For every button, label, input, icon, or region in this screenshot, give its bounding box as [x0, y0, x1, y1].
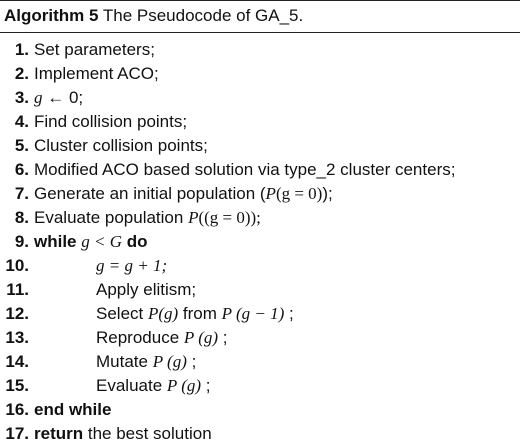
step-line — [0, 374, 520, 398]
step-number: 6. — [14, 160, 29, 179]
algorithm-caption — [4, 6, 303, 26]
step-text — [34, 206, 261, 230]
math-symbol-2: P (g − 1) — [221, 304, 285, 323]
step-line — [0, 110, 520, 134]
step-text-pre: Evaluate — [96, 376, 167, 395]
step-text — [96, 302, 294, 326]
step-text — [34, 230, 148, 254]
math-argument: ((g = 0)); — [198, 208, 261, 227]
math-symbol: P (g) — [166, 376, 202, 395]
keyword-end-while: end while — [34, 400, 112, 419]
step-number: 3. — [14, 88, 29, 107]
algorithm-label: Algorithm 5 — [4, 6, 99, 25]
step-line — [0, 134, 520, 158]
step-text-pre: Evaluate population — [34, 208, 189, 227]
keyword-while: while — [34, 232, 77, 251]
step-line — [0, 182, 520, 206]
keyword-return: return — [34, 424, 84, 443]
step-text-post: ; — [201, 376, 211, 395]
loop-condition: g < G — [81, 232, 122, 251]
step-number: 16. — [5, 400, 29, 419]
step-line — [0, 38, 520, 62]
step-text — [96, 374, 211, 398]
step-number: 8. — [14, 208, 29, 227]
step-line — [0, 206, 520, 230]
step-text — [96, 326, 228, 350]
step-text-post: ; — [186, 352, 197, 371]
step-number: 13. — [5, 328, 29, 347]
step-number: 2. — [14, 64, 29, 83]
step-text: Modified ACO based solution via type_2 cluster centers; — [34, 160, 456, 179]
step-number: 17. — [5, 424, 29, 443]
math-symbol: P(g) — [147, 304, 179, 323]
step-line — [0, 278, 520, 302]
step-line — [0, 350, 520, 374]
math-variable: g — [34, 88, 43, 107]
algorithm-steps — [0, 38, 520, 446]
step-number: 4. — [14, 112, 29, 131]
caption-rule — [0, 32, 520, 33]
step-text — [34, 422, 212, 446]
top-rule — [0, 0, 520, 1]
step-text-post: ); — [322, 184, 333, 203]
step-line — [0, 326, 520, 350]
step-text: Implement ACO; — [34, 64, 159, 83]
step-line — [0, 422, 520, 446]
math-symbol: P — [188, 208, 199, 227]
step-number: 11. — [6, 280, 29, 299]
step-number: 9. — [14, 232, 29, 251]
step-number: 1. — [14, 40, 29, 59]
step-text — [34, 86, 83, 110]
assign-value: 0; — [68, 88, 84, 107]
algorithm-title: The Pseudocode of GA_5. — [102, 6, 304, 25]
keyword-do: do — [126, 232, 148, 251]
step-line — [0, 230, 520, 254]
return-text: the best solution — [83, 424, 212, 443]
step-text: Cluster collision points; — [34, 136, 208, 155]
step-number: 12. — [5, 304, 29, 323]
assign-arrow: ← — [47, 88, 65, 107]
step-number: 15. — [5, 376, 29, 395]
step-line — [0, 86, 520, 110]
step-text — [96, 350, 196, 374]
math-argument: (g = 0) — [275, 184, 323, 203]
math-symbol: P (g) — [183, 328, 219, 347]
step-text: Set parameters; — [34, 40, 155, 59]
step-line — [0, 62, 520, 86]
step-text — [34, 182, 333, 206]
step-text-mid: from — [178, 304, 222, 323]
math-symbol: P (g) — [152, 352, 187, 371]
step-text-pre: Mutate — [96, 352, 153, 371]
step-text-post: ; — [284, 304, 294, 323]
step-text-pre: Select — [96, 304, 148, 323]
step-text-pre: Generate an initial population ( — [34, 184, 266, 203]
step-line — [0, 302, 520, 326]
step-line — [0, 254, 520, 278]
step-number: 7. — [14, 184, 29, 203]
math-symbol: P — [265, 184, 276, 203]
step-number: 14. — [5, 352, 29, 371]
step-line — [0, 398, 520, 422]
step-text-post: ; — [218, 328, 228, 347]
step-number: 5. — [14, 136, 29, 155]
step-text: Find collision points; — [34, 112, 188, 131]
step-line — [0, 158, 520, 182]
step-text-pre: Reproduce — [96, 328, 184, 347]
step-text: Apply elitism; — [96, 280, 197, 299]
step-number: 10. — [5, 256, 29, 275]
step-expression: g = g + 1; — [96, 256, 168, 275]
